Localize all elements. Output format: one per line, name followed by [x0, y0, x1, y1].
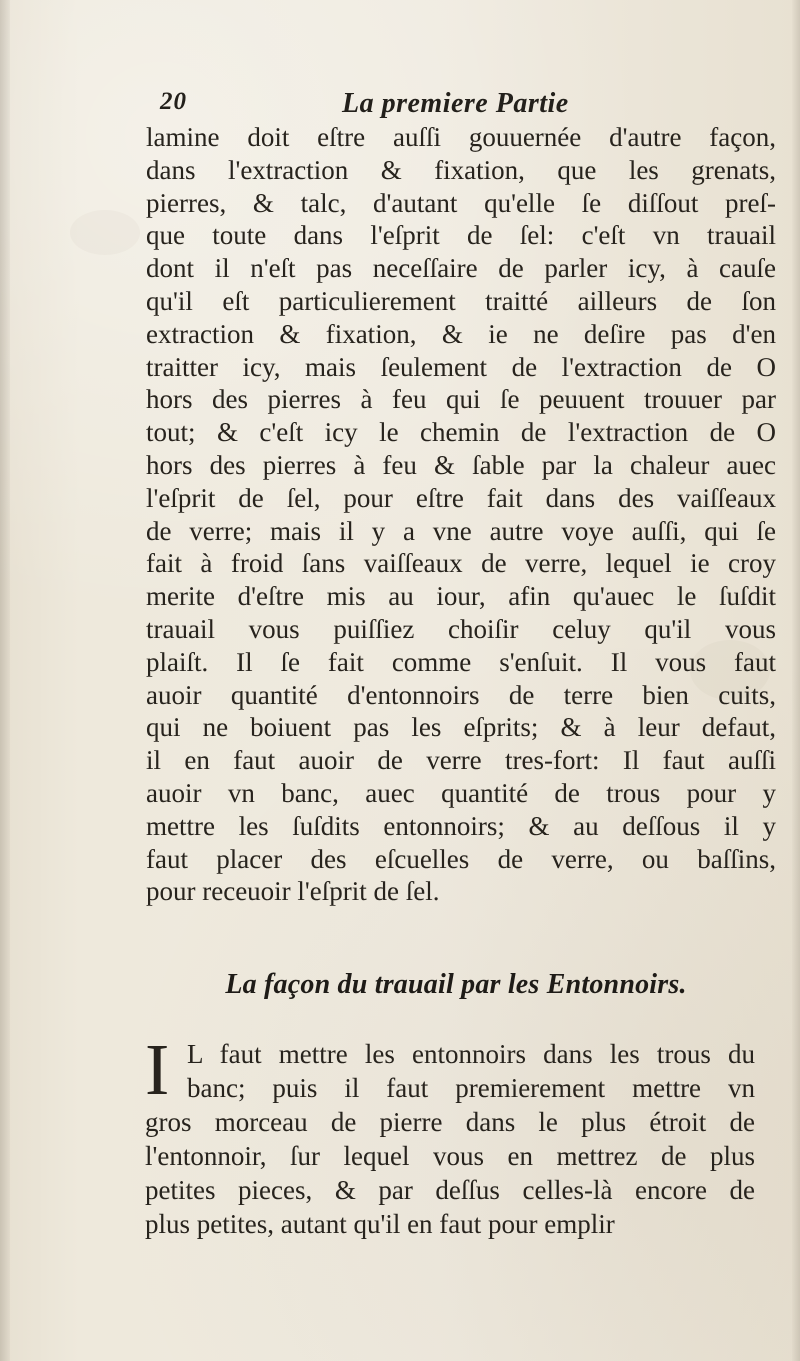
section-title: La façon du trauail par les Entonnoirs. [225, 969, 687, 1000]
text-line: tout; & c'eſt icy le chemin de l'extraction de O [146, 417, 776, 448]
text-line: hors des pierres à feu & ſable par la chaleur auec [146, 449, 776, 480]
page-right-shadow [792, 0, 800, 1361]
section-lines [145, 1029, 755, 1241]
text-line: plus petites, autant qu'il en faut pour emplir [145, 1209, 615, 1239]
text-line: merite d'eſtre mis au iour, afin qu'auec le ſuſdit [146, 581, 776, 612]
text-line: dans l'extraction & fixation, que les grenats, [146, 154, 776, 185]
text-line: pierres, & talc, d'autant qu'elle ſe diſſout preſ- [146, 187, 776, 218]
text-line: l'eſprit de ſel, pour eſtre fait dans des vaiſſeaux [146, 482, 776, 513]
running-title: La premiere Partie [342, 88, 569, 119]
drop-cap: I [145, 1029, 170, 1110]
text-line: pour receuoir l'eſprit de ſel. [146, 876, 440, 907]
text-line: qui ne boiuent pas les eſprits; & à leur defaut, [146, 712, 776, 743]
text-line: faut placer des eſcuelles de verre, ou baſſins, [146, 843, 776, 874]
text-line: auoir quantité d'entonnoirs de terre bien cuits, [146, 679, 776, 710]
text-line: trauail vous puiſſiez choiſir celuy qu'il vous [146, 613, 776, 644]
text-line: extraction & fixation, & ie ne deſire pas d'en [146, 318, 776, 349]
text-line: petites pieces, & par deſſus celles-là encore de [145, 1175, 755, 1205]
text-line: traitter icy, mais ſeulement de l'extraction de O [146, 351, 776, 382]
page-header [160, 88, 680, 124]
text-line: l'entonnoir, ſur lequel vous en mettrez de plus [145, 1141, 755, 1171]
text-line: gros morceau de pierre dans le plus étroit de [145, 1107, 755, 1137]
text-line: que toute dans l'eſprit de ſel: c'eſt vn trauail [146, 220, 776, 251]
text-line: qu'il eſt particulierement traitté ailleurs de ſon [146, 285, 776, 316]
text-line: lamine doit eſtre auſſi gouuernée d'autre façon, [146, 122, 776, 152]
text-line: hors des pierres à feu qui ſe peuuent trouuer par [146, 384, 776, 415]
text-line: plaiſt. Il ſe fait comme s'enſuit. Il vous faut [146, 646, 776, 677]
text-line: il en faut auoir de verre tres-fort: Il faut auſſi [146, 745, 776, 776]
text-line: L faut mettre les entonnoirs dans les trous du [187, 1039, 755, 1069]
text-line: auoir vn banc, auec quantité de trous pour y [146, 777, 776, 808]
page-number: 20 [160, 88, 187, 115]
text-line: banc; puis il faut premierement mettre vn [187, 1073, 755, 1103]
text-line: de verre; mais il y a vne autre voye auſſi, qui ſe [146, 515, 776, 546]
text-line: fait à froid ſans vaiſſeaux de verre, lequel ie croy [146, 548, 776, 579]
page-left-shadow [0, 0, 10, 1361]
main-text [146, 121, 776, 908]
text-line: mettre les ſuſdits entonnoirs; & au deſſous il y [146, 810, 776, 841]
text-line: dont il n'eſt pas neceſſaire de parler icy, à cauſe [146, 253, 776, 284]
paper-stain [70, 210, 140, 255]
